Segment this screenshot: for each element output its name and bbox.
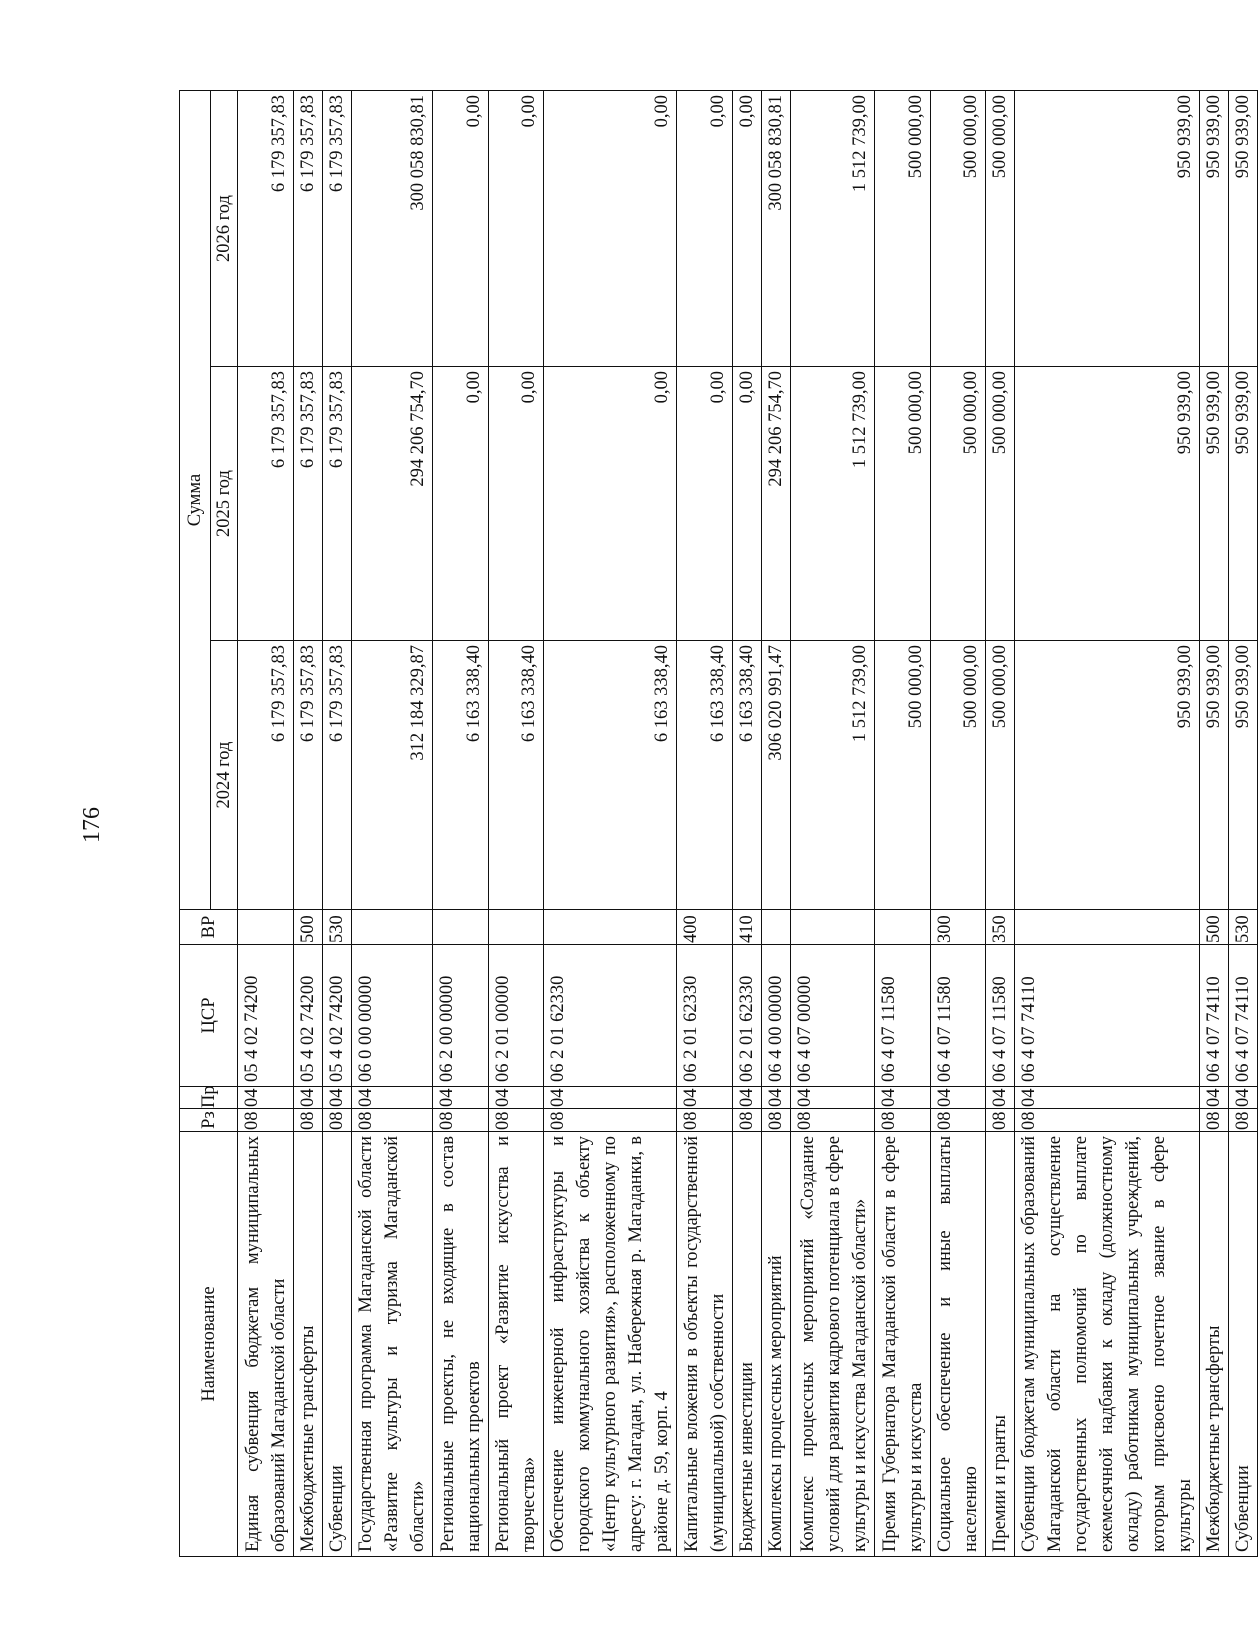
table-row xyxy=(1229,91,1258,1557)
row-rz: 08 xyxy=(677,1109,733,1132)
row-amount-2026: 6 179 357,83 xyxy=(238,91,294,367)
row-name: Субвенции бюджетам муниципальных образований Магаданской области на осуществление государственных полномочий по выплате ежемесячной надбавки к окладу (должностному окладу) работникам муниципальных учреждений, которым присвоено почетное звание в сфере культуры xyxy=(1015,1132,1200,1557)
row-rz: 08 xyxy=(986,1109,1015,1132)
row-name: Комплексы процессных мероприятий xyxy=(762,1132,791,1557)
row-csr: 06 4 00 00000 xyxy=(762,945,791,1087)
row-amount-2024: 312 184 329,87 xyxy=(352,641,433,910)
row-vr xyxy=(791,910,875,945)
row-amount-2024: 6 179 357,83 xyxy=(323,641,352,910)
row-rz: 08 xyxy=(875,1109,931,1132)
row-amount-2025: 294 206 754,70 xyxy=(762,367,791,641)
row-name: Премия Губернатора Магаданской области в сфере культуры и искусства xyxy=(875,1132,931,1557)
row-csr: 06 4 07 74110 xyxy=(1229,945,1258,1087)
row-name: Межбюджетные трансферты xyxy=(1200,1132,1229,1557)
table-row xyxy=(762,91,791,1557)
row-amount-2026: 950 939,00 xyxy=(1229,91,1258,367)
table-row xyxy=(733,91,762,1557)
row-amount-2025: 1 512 739,00 xyxy=(791,367,875,641)
row-amount-2025: 0,00 xyxy=(489,367,544,641)
row-pr: 04 xyxy=(433,1087,489,1109)
row-amount-2024: 6 163 338,40 xyxy=(677,641,733,910)
row-amount-2024: 6 163 338,40 xyxy=(544,641,677,910)
header-name: Наименование xyxy=(180,1132,238,1557)
row-amount-2024: 6 179 357,83 xyxy=(294,641,323,910)
row-amount-2026: 6 179 357,83 xyxy=(323,91,352,367)
row-vr xyxy=(1015,910,1200,945)
row-amount-2025: 0,00 xyxy=(544,367,677,641)
row-vr xyxy=(238,910,294,945)
row-pr: 04 xyxy=(931,1087,986,1109)
row-amount-2026: 0,00 xyxy=(733,91,762,367)
row-amount-2024: 6 179 357,83 xyxy=(238,641,294,910)
row-amount-2025: 500 000,00 xyxy=(875,367,931,641)
row-pr: 04 xyxy=(352,1087,433,1109)
row-amount-2025: 500 000,00 xyxy=(931,367,986,641)
row-name: Обеспечение инженерной инфраструктуры и городского коммунального хозяйства к объекту «Центр культурного развития», расположенному по адресу: г. Магадан, ул. Набережная р. Магаданки, в районе д. 59, корп. 4 xyxy=(544,1132,677,1557)
row-vr xyxy=(875,910,931,945)
row-pr: 04 xyxy=(1015,1087,1200,1109)
row-csr: 06 4 07 11580 xyxy=(875,945,931,1087)
row-amount-2024: 500 000,00 xyxy=(875,641,931,910)
row-amount-2026: 0,00 xyxy=(677,91,733,367)
row-amount-2026: 300 058 830,81 xyxy=(762,91,791,367)
table-row xyxy=(986,91,1015,1557)
row-name: Региональные проекты, не входящие в состав национальных проектов xyxy=(433,1132,489,1557)
row-amount-2024: 950 939,00 xyxy=(1200,641,1229,910)
row-amount-2025: 6 179 357,83 xyxy=(238,367,294,641)
row-pr: 04 xyxy=(294,1087,323,1109)
row-pr: 04 xyxy=(1229,1087,1258,1109)
row-amount-2024: 500 000,00 xyxy=(986,641,1015,910)
row-name: Субвенции xyxy=(1229,1132,1258,1557)
row-rz: 08 xyxy=(323,1109,352,1132)
row-amount-2025: 0,00 xyxy=(433,367,489,641)
row-amount-2026: 500 000,00 xyxy=(986,91,1015,367)
row-name: Единая субвенция бюджетам муниципальных образований Магаданской области xyxy=(238,1132,294,1557)
row-vr: 500 xyxy=(1200,910,1229,945)
row-amount-2026: 6 179 357,83 xyxy=(294,91,323,367)
row-amount-2025: 950 939,00 xyxy=(1229,367,1258,641)
row-rz: 08 xyxy=(238,1109,294,1132)
row-pr: 04 xyxy=(986,1087,1015,1109)
header-2025: 2025 год xyxy=(211,367,238,641)
row-vr: 530 xyxy=(323,910,352,945)
row-amount-2025: 950 939,00 xyxy=(1015,367,1200,641)
table-row xyxy=(433,91,489,1557)
row-pr: 04 xyxy=(323,1087,352,1109)
row-pr: 04 xyxy=(791,1087,875,1109)
row-name: Субвенции xyxy=(323,1132,352,1557)
row-name: Бюджетные инвестиции xyxy=(733,1132,762,1557)
row-rz: 08 xyxy=(294,1109,323,1132)
row-rz: 08 xyxy=(733,1109,762,1132)
row-vr xyxy=(433,910,489,945)
row-amount-2024: 6 163 338,40 xyxy=(489,641,544,910)
row-csr: 06 2 00 00000 xyxy=(433,945,489,1087)
header-2024: 2024 год xyxy=(211,641,238,910)
row-name: Межбюджетные трансферты xyxy=(294,1132,323,1557)
row-vr xyxy=(489,910,544,945)
row-rz: 08 xyxy=(1229,1109,1258,1132)
row-csr: 06 2 01 62330 xyxy=(544,945,677,1087)
table-row xyxy=(931,91,986,1557)
row-pr: 04 xyxy=(1200,1087,1229,1109)
row-rz: 08 xyxy=(791,1109,875,1132)
row-amount-2026: 950 939,00 xyxy=(1015,91,1200,367)
header-2026: 2026 год xyxy=(211,91,238,367)
row-name: Социальное обеспечение и иные выплаты населению xyxy=(931,1132,986,1557)
table-row xyxy=(238,91,294,1557)
row-csr: 06 0 00 00000 xyxy=(352,945,433,1087)
row-vr: 410 xyxy=(733,910,762,945)
table-row xyxy=(544,91,677,1557)
row-rz: 08 xyxy=(1200,1109,1229,1132)
row-amount-2025: 6 179 357,83 xyxy=(294,367,323,641)
row-name: Комплекс процессных мероприятий «Создание условий для развития кадрового потенциала в сфере культуры и искусства Магаданской области» xyxy=(791,1132,875,1557)
row-csr: 06 4 07 11580 xyxy=(931,945,986,1087)
table-row xyxy=(294,91,323,1557)
row-amount-2026: 500 000,00 xyxy=(931,91,986,367)
row-name: Капитальные вложения в объекты государственной (муниципальной) собственности xyxy=(677,1132,733,1557)
header-rz: Рз xyxy=(180,1109,238,1132)
row-amount-2025: 294 206 754,70 xyxy=(352,367,433,641)
row-csr: 05 4 02 74200 xyxy=(323,945,352,1087)
row-vr xyxy=(352,910,433,945)
row-amount-2024: 306 020 991,47 xyxy=(762,641,791,910)
row-pr: 04 xyxy=(875,1087,931,1109)
row-pr: 04 xyxy=(762,1087,791,1109)
row-amount-2026: 950 939,00 xyxy=(1200,91,1229,367)
row-amount-2026: 0,00 xyxy=(544,91,677,367)
row-csr: 06 2 01 62330 xyxy=(733,945,762,1087)
row-amount-2024: 6 163 338,40 xyxy=(733,641,762,910)
row-amount-2025: 0,00 xyxy=(733,367,762,641)
table-row xyxy=(1015,91,1200,1557)
header-pr: Пр xyxy=(180,1087,238,1109)
row-rz: 08 xyxy=(1015,1109,1200,1132)
table-row xyxy=(875,91,931,1557)
row-vr: 300 xyxy=(931,910,986,945)
row-csr: 06 2 01 00000 xyxy=(489,945,544,1087)
row-vr: 500 xyxy=(294,910,323,945)
row-csr: 06 4 07 11580 xyxy=(986,945,1015,1087)
row-pr: 04 xyxy=(489,1087,544,1109)
row-amount-2025: 0,00 xyxy=(677,367,733,641)
header-sum: Сумма xyxy=(180,91,211,910)
row-vr: 530 xyxy=(1229,910,1258,945)
row-vr xyxy=(544,910,677,945)
row-csr: 05 4 02 74200 xyxy=(294,945,323,1087)
row-vr: 400 xyxy=(677,910,733,945)
row-name: Государственная программа Магаданской области «Развитие культуры и туризма Магаданской области» xyxy=(352,1132,433,1557)
row-pr: 04 xyxy=(238,1087,294,1109)
table-row xyxy=(791,91,875,1557)
row-amount-2026: 1 512 739,00 xyxy=(791,91,875,367)
table-row xyxy=(677,91,733,1557)
row-amount-2024: 500 000,00 xyxy=(931,641,986,910)
row-csr: 06 4 07 74110 xyxy=(1200,945,1229,1087)
row-rz: 08 xyxy=(931,1109,986,1132)
row-amount-2026: 0,00 xyxy=(489,91,544,367)
table-body xyxy=(238,91,1258,1557)
row-amount-2026: 0,00 xyxy=(433,91,489,367)
header-vr: ВР xyxy=(180,910,238,945)
row-rz: 08 xyxy=(352,1109,433,1132)
table-row xyxy=(1200,91,1229,1557)
budget-table xyxy=(179,90,1258,1557)
row-pr: 04 xyxy=(733,1087,762,1109)
row-name: Региональный проект «Развитие искусства и творчества» xyxy=(489,1132,544,1557)
row-csr: 06 2 01 62330 xyxy=(677,945,733,1087)
row-amount-2026: 500 000,00 xyxy=(875,91,931,367)
row-amount-2025: 6 179 357,83 xyxy=(323,367,352,641)
row-csr: 06 4 07 74110 xyxy=(1015,945,1200,1087)
row-amount-2024: 6 163 338,40 xyxy=(433,641,489,910)
row-rz: 08 xyxy=(762,1109,791,1132)
row-amount-2024: 1 512 739,00 xyxy=(791,641,875,910)
row-csr: 05 4 02 74200 xyxy=(238,945,294,1087)
row-amount-2025: 500 000,00 xyxy=(986,367,1015,641)
row-amount-2025: 950 939,00 xyxy=(1200,367,1229,641)
header-csr: ЦСР xyxy=(180,945,238,1087)
row-amount-2024: 950 939,00 xyxy=(1015,641,1200,910)
row-pr: 04 xyxy=(677,1087,733,1109)
row-rz: 08 xyxy=(544,1109,677,1132)
row-rz: 08 xyxy=(489,1109,544,1132)
row-name: Премии и гранты xyxy=(986,1132,1015,1557)
budget-table-container xyxy=(179,91,1253,1557)
table-row xyxy=(323,91,352,1557)
table-row xyxy=(352,91,433,1557)
page-number: 176 xyxy=(79,807,105,843)
row-amount-2026: 300 058 830,81 xyxy=(352,91,433,367)
row-vr xyxy=(762,910,791,945)
row-amount-2024: 950 939,00 xyxy=(1229,641,1258,910)
table-row xyxy=(489,91,544,1557)
row-csr: 06 4 07 00000 xyxy=(791,945,875,1087)
row-rz: 08 xyxy=(433,1109,489,1132)
row-vr: 350 xyxy=(986,910,1015,945)
row-pr: 04 xyxy=(544,1087,677,1109)
